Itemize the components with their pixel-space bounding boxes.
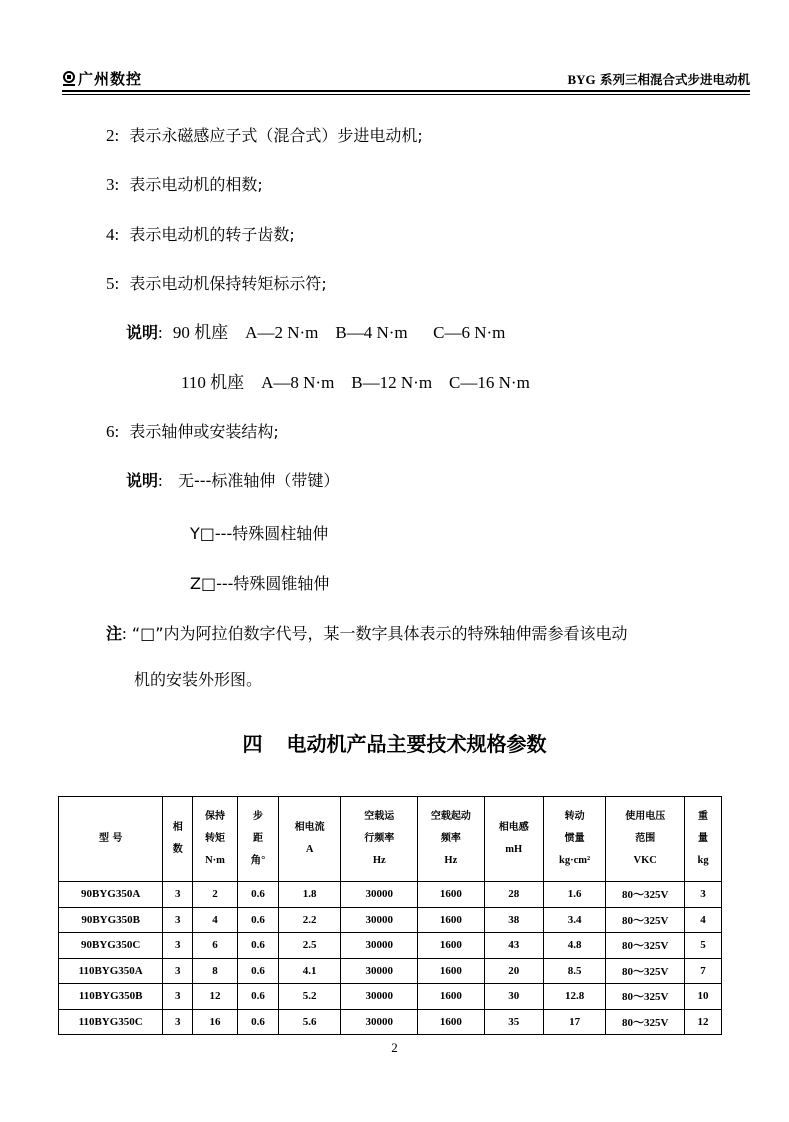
item-4-text: 表示电动机的转子齿数;	[129, 225, 295, 244]
table-cell: 35	[484, 1009, 543, 1035]
header-cell-line: 重	[698, 811, 709, 822]
table-cell: 0.6	[238, 1009, 279, 1035]
table-cell: 7	[685, 958, 722, 984]
table-cell: 80～325V	[606, 882, 685, 908]
table-cell: 2	[193, 882, 238, 908]
table-cell: 4	[193, 907, 238, 933]
table-row	[59, 1009, 722, 1035]
table-cell: 1.6	[543, 882, 605, 908]
table-cell: 2.5	[278, 933, 340, 959]
item-3	[106, 175, 263, 195]
remark-colon: :	[122, 624, 127, 643]
table-cell: 110BYG350C	[59, 1009, 163, 1035]
table-header-cell	[606, 797, 685, 882]
header-cell-line: VKC	[633, 855, 657, 866]
table-cell: 5.2	[278, 984, 340, 1010]
header-cell-line: 惯量	[564, 833, 585, 844]
item-5	[106, 274, 327, 294]
header-rule-thick	[62, 90, 750, 92]
item-4-number: 4:	[106, 225, 120, 244]
table-cell: 4.8	[543, 933, 605, 959]
table-cell: 3	[163, 984, 193, 1010]
header-cell-line: 频率	[440, 833, 461, 844]
table-cell: 6	[193, 933, 238, 959]
logo-text: 广州数控	[78, 70, 143, 88]
item-4	[106, 225, 295, 245]
note-1-text-1: 90 机座 A—2 N·m B—4 N·m C—6 N·m	[172, 323, 506, 342]
table-header-cell	[418, 797, 485, 882]
table-header-cell	[163, 797, 193, 882]
header-cell-line: 范围	[635, 833, 656, 844]
item-3-text: 表示电动机的相数;	[129, 175, 263, 194]
table-cell: 1600	[418, 958, 485, 984]
note-2-colon: :	[158, 471, 163, 490]
table-header-cell	[59, 797, 163, 882]
table-header-cell	[484, 797, 543, 882]
table-header-cell	[238, 797, 279, 882]
table-cell: 10	[685, 984, 722, 1010]
table-cell: 3.4	[543, 907, 605, 933]
item-6	[106, 422, 279, 442]
header-cell-line: 空载起动	[430, 811, 471, 822]
table-row	[59, 984, 722, 1010]
doc-title-rest: 系列三相混合式步进电动机	[595, 72, 750, 87]
table-cell: 28	[484, 882, 543, 908]
table-cell: 0.6	[238, 933, 279, 959]
table-cell: 80～325V	[606, 933, 685, 959]
table-cell: 30000	[341, 933, 418, 959]
header-cell-line: 距	[252, 833, 263, 844]
table-header-cell	[341, 797, 418, 882]
table-cell: 0.6	[238, 882, 279, 908]
header-cell-line: 数	[172, 844, 183, 855]
table-cell: 43	[484, 933, 543, 959]
table-cell: 1600	[418, 984, 485, 1010]
table-cell: 1600	[418, 1009, 485, 1035]
spec-table	[58, 796, 722, 1035]
table-cell: 4	[685, 907, 722, 933]
note-1-line-2: 110 机座 A—8 N·m B—12 N·m C—16 N·m	[181, 373, 530, 392]
table-cell: 0.6	[238, 958, 279, 984]
remark-label: 注	[106, 624, 123, 643]
header-cell-line: A	[305, 844, 314, 855]
table-cell: 3	[163, 933, 193, 959]
table-cell: 12	[193, 984, 238, 1010]
header-cell-line: 行频率	[364, 833, 395, 844]
header-cell-line: Hz	[444, 855, 458, 866]
header-cell-line: kg·cm²	[559, 855, 591, 866]
table-cell: 90BYG350A	[59, 882, 163, 908]
note-2-label: 说明	[126, 471, 159, 490]
header-cell-line: 型 号	[98, 833, 123, 844]
header-cell-line: 量	[698, 833, 709, 844]
header-cell-line: kg	[697, 855, 709, 866]
table-cell: 1.8	[278, 882, 340, 908]
header-cell-line: 相电流	[294, 822, 325, 833]
item-5-text: 表示电动机保持转矩标示符;	[129, 274, 327, 293]
header-cell-line: 转动	[564, 811, 585, 822]
header-cell-line: 使用电压	[625, 811, 666, 822]
table-cell: 30	[484, 984, 543, 1010]
table-cell: 1600	[418, 933, 485, 959]
table-cell: 30000	[341, 1009, 418, 1035]
table-cell: 110BYG350B	[59, 984, 163, 1010]
note-2-text-1: 无---标准轴伸（带键）	[178, 471, 340, 490]
item-2	[106, 126, 423, 146]
table-cell: 1600	[418, 882, 485, 908]
table-cell: 12.8	[543, 984, 605, 1010]
table-header-cell	[278, 797, 340, 882]
document-title	[567, 70, 750, 88]
table-cell: 90BYG350C	[59, 933, 163, 959]
item-3-number: 3:	[106, 175, 120, 194]
table-cell: 80～325V	[606, 1009, 685, 1035]
table-cell: 0.6	[238, 984, 279, 1010]
table-cell: 3	[163, 958, 193, 984]
table-cell: 8.5	[543, 958, 605, 984]
table-row	[59, 882, 722, 908]
table-cell: 3	[685, 882, 722, 908]
note-2-line-1	[126, 471, 339, 491]
item-6-number: 6:	[106, 422, 120, 441]
section-title: 电动机产品主要技术规格参数	[286, 732, 547, 756]
item-2-text: 表示永磁感应子式（混合式）步进电动机;	[129, 126, 423, 145]
header-cell-line: 角°	[250, 855, 266, 866]
doc-title-model: BYG	[567, 72, 596, 87]
header-cell-line: 步	[252, 811, 263, 822]
table-cell: 20	[484, 958, 543, 984]
table-cell: 30000	[341, 882, 418, 908]
note-2-line-3: Z□---特殊圆锥轴伸	[190, 574, 330, 593]
note-1-colon: :	[158, 323, 163, 342]
table-row	[59, 907, 722, 933]
item-6-text: 表示轴伸或安装结构;	[129, 422, 279, 441]
table-cell: 38	[484, 907, 543, 933]
table-cell: 3	[163, 1009, 193, 1035]
item-5-number: 5:	[106, 274, 120, 293]
table-cell: 5	[685, 933, 722, 959]
table-row	[59, 958, 722, 984]
table-cell: 8	[193, 958, 238, 984]
table-cell: 4.1	[278, 958, 340, 984]
header-cell-line: 保持	[205, 811, 226, 822]
table-header-cell	[193, 797, 238, 882]
table-cell: 1600	[418, 907, 485, 933]
table-cell: 3	[163, 907, 193, 933]
table-cell: 0.6	[238, 907, 279, 933]
table-cell: 12	[685, 1009, 722, 1035]
section-number: 四	[242, 732, 263, 756]
table-cell: 30000	[341, 958, 418, 984]
table-cell: 2.2	[278, 907, 340, 933]
table-cell: 30000	[341, 984, 418, 1010]
gsk-logo-icon	[62, 71, 76, 87]
table-header-cell	[685, 797, 722, 882]
header-cell-line: 相	[172, 822, 183, 833]
table-cell: 3	[163, 882, 193, 908]
header-cell-line: Hz	[372, 855, 386, 866]
header-cell-line: 空载运	[364, 811, 395, 822]
remark-line-2: 机的安装外形图。	[134, 670, 263, 689]
table-header-row	[59, 797, 722, 882]
page-number: 2	[391, 1040, 398, 1055]
page-header	[62, 66, 750, 92]
table-cell: 16	[193, 1009, 238, 1035]
table-cell: 80～325V	[606, 958, 685, 984]
table-cell: 80～325V	[606, 984, 685, 1010]
table-cell: 80～325V	[606, 907, 685, 933]
table-cell: 30000	[341, 907, 418, 933]
remark-text-1: “□”内为阿拉伯数字代号，某一数字具体表示的特殊轴伸需参看该电动	[131, 624, 628, 643]
section-heading	[0, 728, 789, 757]
table-cell: 5.6	[278, 1009, 340, 1035]
header-cell-line: 转矩	[205, 833, 226, 844]
item-2-number: 2:	[106, 126, 120, 145]
header-cell-line: N·m	[205, 855, 225, 866]
header-cell-line: mH	[505, 844, 523, 855]
table-cell: 110BYG350A	[59, 958, 163, 984]
table-header-cell	[543, 797, 605, 882]
header-rule-thin	[62, 94, 750, 95]
note-1-label: 说明	[126, 323, 159, 342]
note-1-line-1	[126, 323, 505, 343]
header-cell-line: 相电感	[498, 822, 529, 833]
table-cell: 90BYG350B	[59, 907, 163, 933]
note-2-line-2: Y□---特殊圆柱轴伸	[190, 524, 329, 543]
table-cell: 17	[543, 1009, 605, 1035]
remark-line-1	[106, 624, 628, 644]
company-logo	[62, 68, 142, 89]
table-row	[59, 933, 722, 959]
